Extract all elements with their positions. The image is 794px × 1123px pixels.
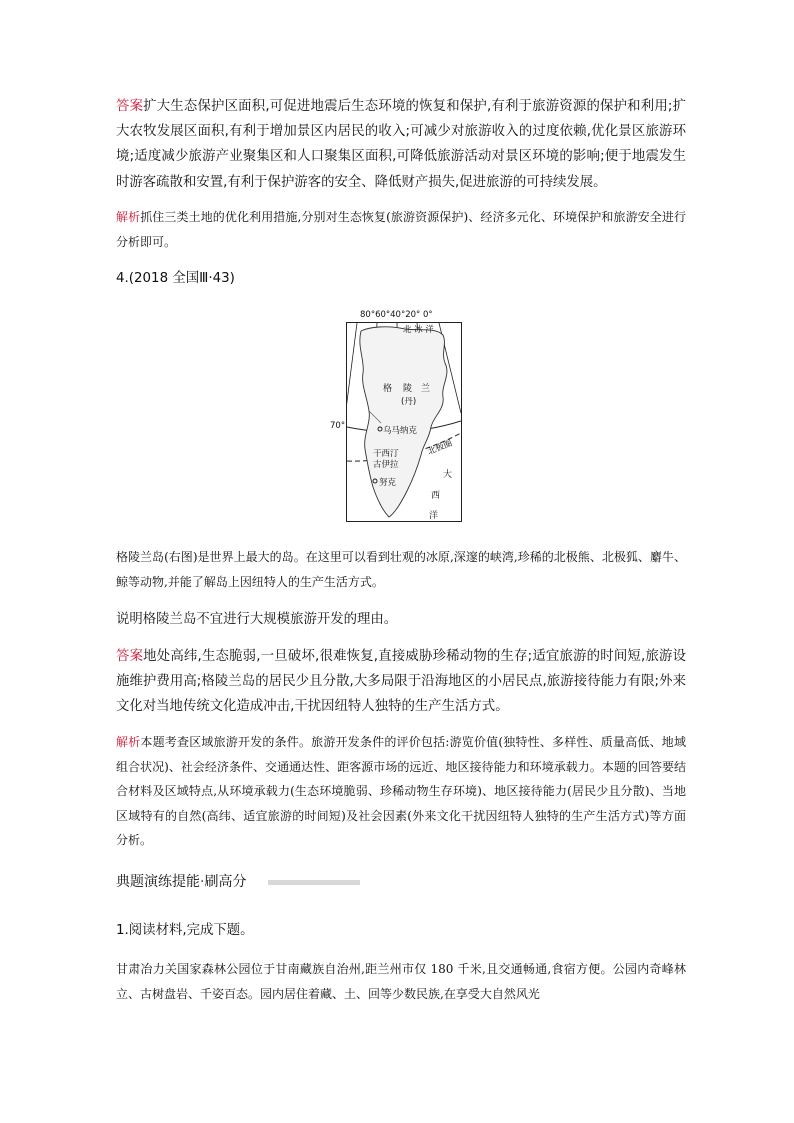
section-title: 典题演练提能 [116, 874, 200, 890]
q1-heading [116, 918, 686, 943]
map-island-name-3: 兰 [421, 384, 431, 394]
q4-heading [116, 266, 686, 291]
question-text: 说明格陵兰岛不宜进行大规模旅游开发的理由。 [116, 612, 398, 627]
q4-answer [116, 644, 686, 720]
map-place-3: 古伊拉 [373, 460, 399, 470]
q4-explanation [116, 730, 686, 853]
map-ocean-north: 北 冰 洋 [403, 325, 434, 335]
map-island-name-1: 格 [383, 384, 393, 394]
section-separator: · [200, 874, 205, 890]
explanation-tag: 解析 [116, 210, 141, 224]
q1-material [116, 957, 686, 1006]
map-place-umanak: 乌马纳克 [383, 426, 418, 436]
q4-question [116, 607, 686, 632]
greenland-map [346, 322, 462, 522]
section-subtitle: 刷高分 [204, 874, 247, 890]
map-place-2: 干西汀 [373, 449, 399, 459]
map-place-nuuk: 努克 [379, 478, 397, 488]
answer-text: 扩大生态保护区面积,可促进地震后生态环境的恢复和保护,有利于旅游资源的保护和利用;扩大农牧发展区面积,有利于增加景区内居民的收入;可减少对旅游收入的过度依赖,优化景区旅游环境;适度减少旅游产业聚集区和人口聚集区面积,可降低旅游活动对景区环境的影响;便于地震发生时游客疏散和安置,有利于保护游客的安全、降低财产损失,促进旅游的可持续发展。 [116, 99, 686, 190]
material-text: 甘肃冶力关国家森林公园位于甘南藏族自治州,距兰州市仅 180 千米,且交通畅通,食宿方便。公园内奇峰林立、古树盘岩、千姿百态。园内居住着藏、土、回等少数民族,在享受大自然风光 [116, 962, 686, 1001]
question-source: .(2018 全国Ⅲ·43) [124, 271, 235, 286]
q3-answer [116, 94, 686, 195]
question-number: 4 [116, 271, 125, 286]
explanation-text: 本题考查区域旅游开发的条件。旅游开发条件的评价包括:游览价值(独特性、多样性、质量高低、地域组合状况)、社会经济条件、交通通达性、距客源市场的远近、地区接待能力和环境承载力。本题的回答要结合材料及区域特点,从环境承载力(生态环境脆弱、珍稀动物生存环境)、地区接待能力(居民少且分散)、当地区域特有的自然(高纬、适宜旅游的时间短)及社会因素(外来文化干扰因纽特人独特的生产生活方式)等方面分析。 [116, 735, 686, 848]
map-island-country: (丹) [401, 397, 417, 407]
map-longitude-labels: 80°60°40°20° 0° [360, 310, 433, 320]
material-text: 格陵兰岛(右图)是世界上最大的岛。在这里可以看到壮观的冰原,深邃的峡湾,珍稀的北极熊、北极狐、麝牛、鲸等动物,并能了解岛上因纽特人的生产生活方式。 [116, 550, 686, 589]
section-underline-bar [268, 880, 360, 885]
map-arctic-circle: 北极圈 [426, 438, 454, 458]
map-ocean-south-2: 西 [431, 491, 441, 501]
q4-material [116, 545, 686, 594]
explanation-tag: 解析 [116, 735, 141, 749]
answer-tag: 答案 [116, 99, 144, 114]
answer-text: 地处高纬,生态脆弱,一旦破坏,很难恢复,直接威胁珍稀动物的生存;适宜旅游的时间短,旅游设施维护费用高;格陵兰岛的居民少且分散,大多局限于沿海地区的小居民点,旅游接待能力有限;外来文化对当地传统文化造成冲击,干扰因纽特人独特的生产生活方式。 [116, 649, 687, 715]
section-header [116, 870, 686, 895]
answer-tag: 答案 [116, 649, 144, 664]
question-prompt: .阅读材料,完成下题。 [124, 923, 254, 938]
map-ocean-south-1: 大 [443, 470, 453, 480]
map-island-name-2: 陵 [403, 384, 413, 394]
greenland-map-svg [347, 323, 461, 521]
map-ocean-south-3: 洋 [429, 511, 439, 521]
map-latitude-label: 70° [330, 421, 346, 431]
explanation-text: 抓住三类土地的优化利用措施,分别对生态恢复(旅游资源保护)、经济多元化、环境保护和旅游安全进行分析即可。 [116, 210, 686, 249]
q3-explanation [116, 205, 686, 254]
question-number: 1 [116, 923, 125, 938]
